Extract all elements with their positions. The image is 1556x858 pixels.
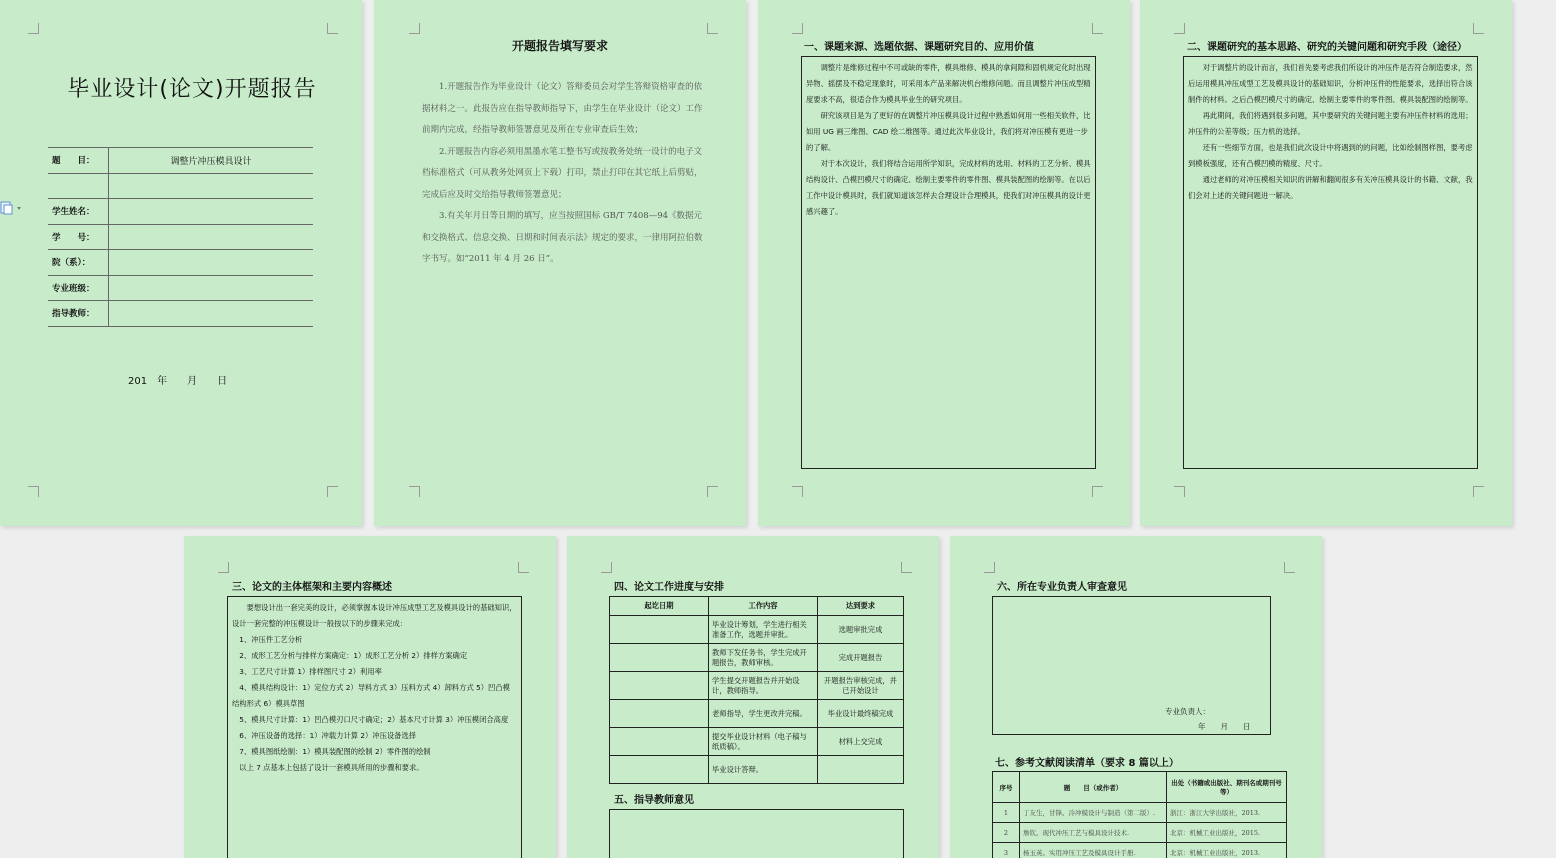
reference-title: 丁友生，甘锋。冷冲模设计与制造（第二版）. [1020,803,1167,823]
reference-title: 杨玉英。实用冲压工艺及模具设计手册. [1020,843,1167,858]
cover-row [48,148,313,174]
reference-row [993,803,1287,823]
requirement-paragraph: 1.开题报告作为毕业设计（论文）答辩委员会对学生答辩资格审查的依据材料之一。此报告应在指导教师指导下，由学生在毕业设计（论文）工作前期内完成，经指导教师签署意见及所在专业审查后生效； [422,82,703,135]
schedule-date-cell[interactable] [610,756,709,784]
schedule-table [609,596,904,784]
schedule-header: 工作内容 [709,597,818,616]
cover-field-value[interactable] [109,199,314,225]
section2-paragraph: 再此期间，我们将遇到很多问题，其中要研究的关键问题主要有冲压件材料的选用；冲压件的公差等级；压力机的选择。 [1188,111,1473,136]
schedule-work-cell: 教师下发任务书，学生完成开题报告，教师审核。 [709,644,818,672]
section6-title: 六、所在专业负责人审查意见 [997,582,1127,593]
reference-row [993,843,1287,858]
cover-field-label: 院（系）： [48,250,109,276]
cover-field-value[interactable] [109,301,314,327]
section2-paragraph: 通过老师的对冲压模相关知识的讲解和翻阅很多有关冲压模具设计的书籍、文献，我们会对上述的关键问题进一解决。 [1188,175,1473,200]
section6-page [950,536,1322,858]
director-signature-label: 专业负责人： [1165,707,1210,716]
cover-field-value[interactable] [109,173,314,199]
schedule-date-cell[interactable] [610,672,709,700]
reference-source: 北京：机械工业出版社，2015. [1167,823,1287,843]
schedule-row [610,644,904,672]
cover-field-value[interactable] [109,224,314,250]
section2-page [1140,0,1512,526]
schedule-goal-cell: 完成开题报告 [818,644,904,672]
section3-item: 4、模具结构设计：1）定位方式 2）导料方式 3）压料方式 4）卸料方式 5）凹凸模结构形式 6）模具草图 [232,683,510,708]
section7-title: 七、参考文献阅读清单（要求 8 篇以上） [995,758,1179,769]
requirements-title: 开题报告填写要求 [511,39,608,53]
advisor-opinion-box[interactable] [609,809,904,858]
schedule-goal-cell [818,756,904,784]
cover-title: 毕业设计(论文)开题报告 [67,77,317,102]
section1-title: 一、课题来源、选题依据、课题研究目的、应用价值 [804,42,1034,53]
requirement-paragraph: 2.开题报告内容必须用黑墨水笔工整书写或按教务处统一设计的电子文档标准格式（可从教务处网页上下载）打印，禁止打印在其它纸上后剪贴，完成后应及时交给指导教师签署意见； [422,146,703,200]
cover-field-label: 题 目： [48,148,109,174]
cover-page [0,0,362,526]
schedule-work-cell: 学生提交开题报告并开始设计，教师指导。 [709,672,818,700]
section2-box[interactable] [1183,56,1478,469]
section1-paragraph: 研究该项目是为了更好的在调整片冲压模具设计过程中熟悉如何用一些相关软件，比如用 UG 画三维图、CAD 绘二维图等。通过此次毕业设计，我们将对冲压模有更进一步的了解。 [806,111,1091,152]
cover-row [48,224,313,250]
reference-source: 浙江：浙江大学出版社，2013. [1167,803,1287,823]
schedule-header: 达到要求 [818,597,904,616]
reference-number: 1 [993,803,1020,823]
schedule-goal-cell: 毕业设计最终稿完成 [818,700,904,728]
schedule-header: 起讫日期 [610,597,709,616]
cover-row [48,275,313,301]
schedule-header-row [610,597,904,616]
schedule-work-cell: 毕业设计筹划，学生进行相关准备工作，选题并审批。 [709,616,818,644]
section2-paragraph: 还有一些细节方面，也是我们此次设计中将遇到的的问题，比如绘制图样图，要考虑到模板强度，还有凸模凹模的精度、尺寸。 [1188,143,1473,168]
section2-paragraph: 对于调整片的设计而言，我们首先要考虑我们所设计的冲压件是否符合制造要求，然后运用模具冲压成型工艺及模具设计的基础知识，分析冲压件的性能要求，选择出符合该制件的材料。之后凸模凹模尺寸的确定、绘制主要零件的零件图、模具装配图的绘制等。 [1188,63,1473,104]
section1-paragraph: 调整片是维修过程中不可或缺的零件，模具维修、模具的拿间隙和固机规定化时出现异物、摇摆及不稳定现象时，可采用本产品来解决机台维修问题。而且调整片冲压成型精度要求不高，很适合作为模具毕业生的研究项目。 [806,63,1091,104]
cover-field-label: 专业班级： [48,275,109,301]
schedule-row [610,756,904,784]
reference-row [993,823,1287,843]
cover-row [48,199,313,225]
section3-item: 6、冲压设备的选择：1）冲载力计算 2）冲压设备选择 [239,731,417,740]
schedule-work-cell: 毕业设计答辩。 [709,756,818,784]
section4-page [567,536,939,858]
section1-paragraph: 对于本次设计，我们将结合运用所学知识，完成材料的选用、材料的工艺分析、模具结构设计、凸模凹模尺寸的确定、绘制主要零件的零件图、模具装配图的绘制等。在以后工作中设计模具时，我们就知道该怎样去合理设计合理模具，使我们对冲压模具的设计更感兴趣了。 [806,159,1091,216]
cover-row [48,173,313,199]
schedule-row [610,672,904,700]
section1-box[interactable] [801,56,1096,469]
cover-date: 201 年 月 日 [128,376,228,387]
schedule-goal-cell: 选题审批完成 [818,616,904,644]
references-header-source: 出处（书籍或出版社、期刊名或期刊号等） [1167,772,1287,803]
cover-field-value[interactable] [109,275,314,301]
section1-page [758,0,1130,526]
schedule-row [610,700,904,728]
section3-item: 3、工艺尺寸计算 1）排样图尺寸 2）利用率 [239,667,382,676]
section2-title: 二、课题研究的基本思路、研究的关键问题和研究手段（途径） [1187,42,1467,53]
paste-options-icon[interactable] [0,200,26,216]
section3-outro: 以上 7 点基本上包括了设计一套模具所用的步骤和要求。 [239,763,424,772]
section3-item: 5、模具尺寸计算：1）凹凸模刃口尺寸确定；2）基本尺寸计算 3）冲压模闭合高度 [239,715,509,724]
schedule-work-cell: 提交毕业设计材料（电子稿与纸质稿）。 [709,728,818,756]
schedule-date-cell[interactable] [610,728,709,756]
references-header-title: 题 目（或作者） [1020,772,1167,803]
requirements-body [422,77,706,271]
requirement-paragraph: 3.有关年月日等日期的填写，应当按照国标 GB/T 7408—94《数据元和交换格式、信息交换、日期和时间表示法》规定的要求，一律用阿拉伯数字书写。如“2011 年 4 月 26 日”。 [422,211,703,264]
cover-field-value[interactable] [109,250,314,276]
cover-field-label: 学生姓名： [48,199,109,225]
schedule-goal-cell: 开题报告审核完成，并已开始设计 [818,672,904,700]
section5-title: 五、指导教师意见 [614,795,694,806]
reference-number: 3 [993,843,1020,858]
section3-item: 2、成形工艺分析与排样方案确定：1）成形工艺分析 2）排样方案确定 [239,651,468,660]
schedule-date-cell[interactable] [610,700,709,728]
director-review-box[interactable] [992,596,1271,735]
schedule-row [610,616,904,644]
section4-title: 四、论文工作进度与安排 [614,582,724,593]
cover-field-label: 学 号： [48,224,109,250]
section3-box[interactable] [227,596,522,858]
schedule-date-cell[interactable] [610,644,709,672]
section3-intro: 要想设计出一套完美的设计，必须掌握本设计冲压成型工艺及模具设计的基础知识，设计一套完整的冲压模设计一般按以下的步骤来完成： [232,603,517,628]
cover-row [48,250,313,276]
schedule-work-cell: 老师指导，学生更改并完稿。 [709,700,818,728]
references-table [992,771,1287,858]
cover-info-table [48,147,313,327]
references-header-no: 序号 [993,772,1020,803]
cover-field-label: 指导教师： [48,301,109,327]
section3-item: 1、冲压件工艺分析 [239,635,303,644]
schedule-date-cell[interactable] [610,616,709,644]
section3-page [184,536,556,858]
reference-source: 北京：机械工业出版社，2013. [1167,843,1287,858]
schedule-goal-cell: 材料上交完成 [818,728,904,756]
schedule-row [610,728,904,756]
cover-row [48,301,313,327]
reference-number: 2 [993,823,1020,843]
requirements-page [374,0,746,526]
director-review-date: 年 月 日 [1198,722,1251,731]
section3-item: 7、模具图纸绘制：1）模具装配图的绘制 2）零件图的绘制 [239,747,431,756]
references-header-row [993,772,1287,803]
reference-title: 詹钦。现代冲压工艺与模具设计技术. [1020,823,1167,843]
section3-title: 三、论文的主体框架和主要内容概述 [232,582,392,593]
cover-field-value[interactable]: 调整片冲压模具设计 [109,148,314,174]
cover-field-label [48,173,109,199]
